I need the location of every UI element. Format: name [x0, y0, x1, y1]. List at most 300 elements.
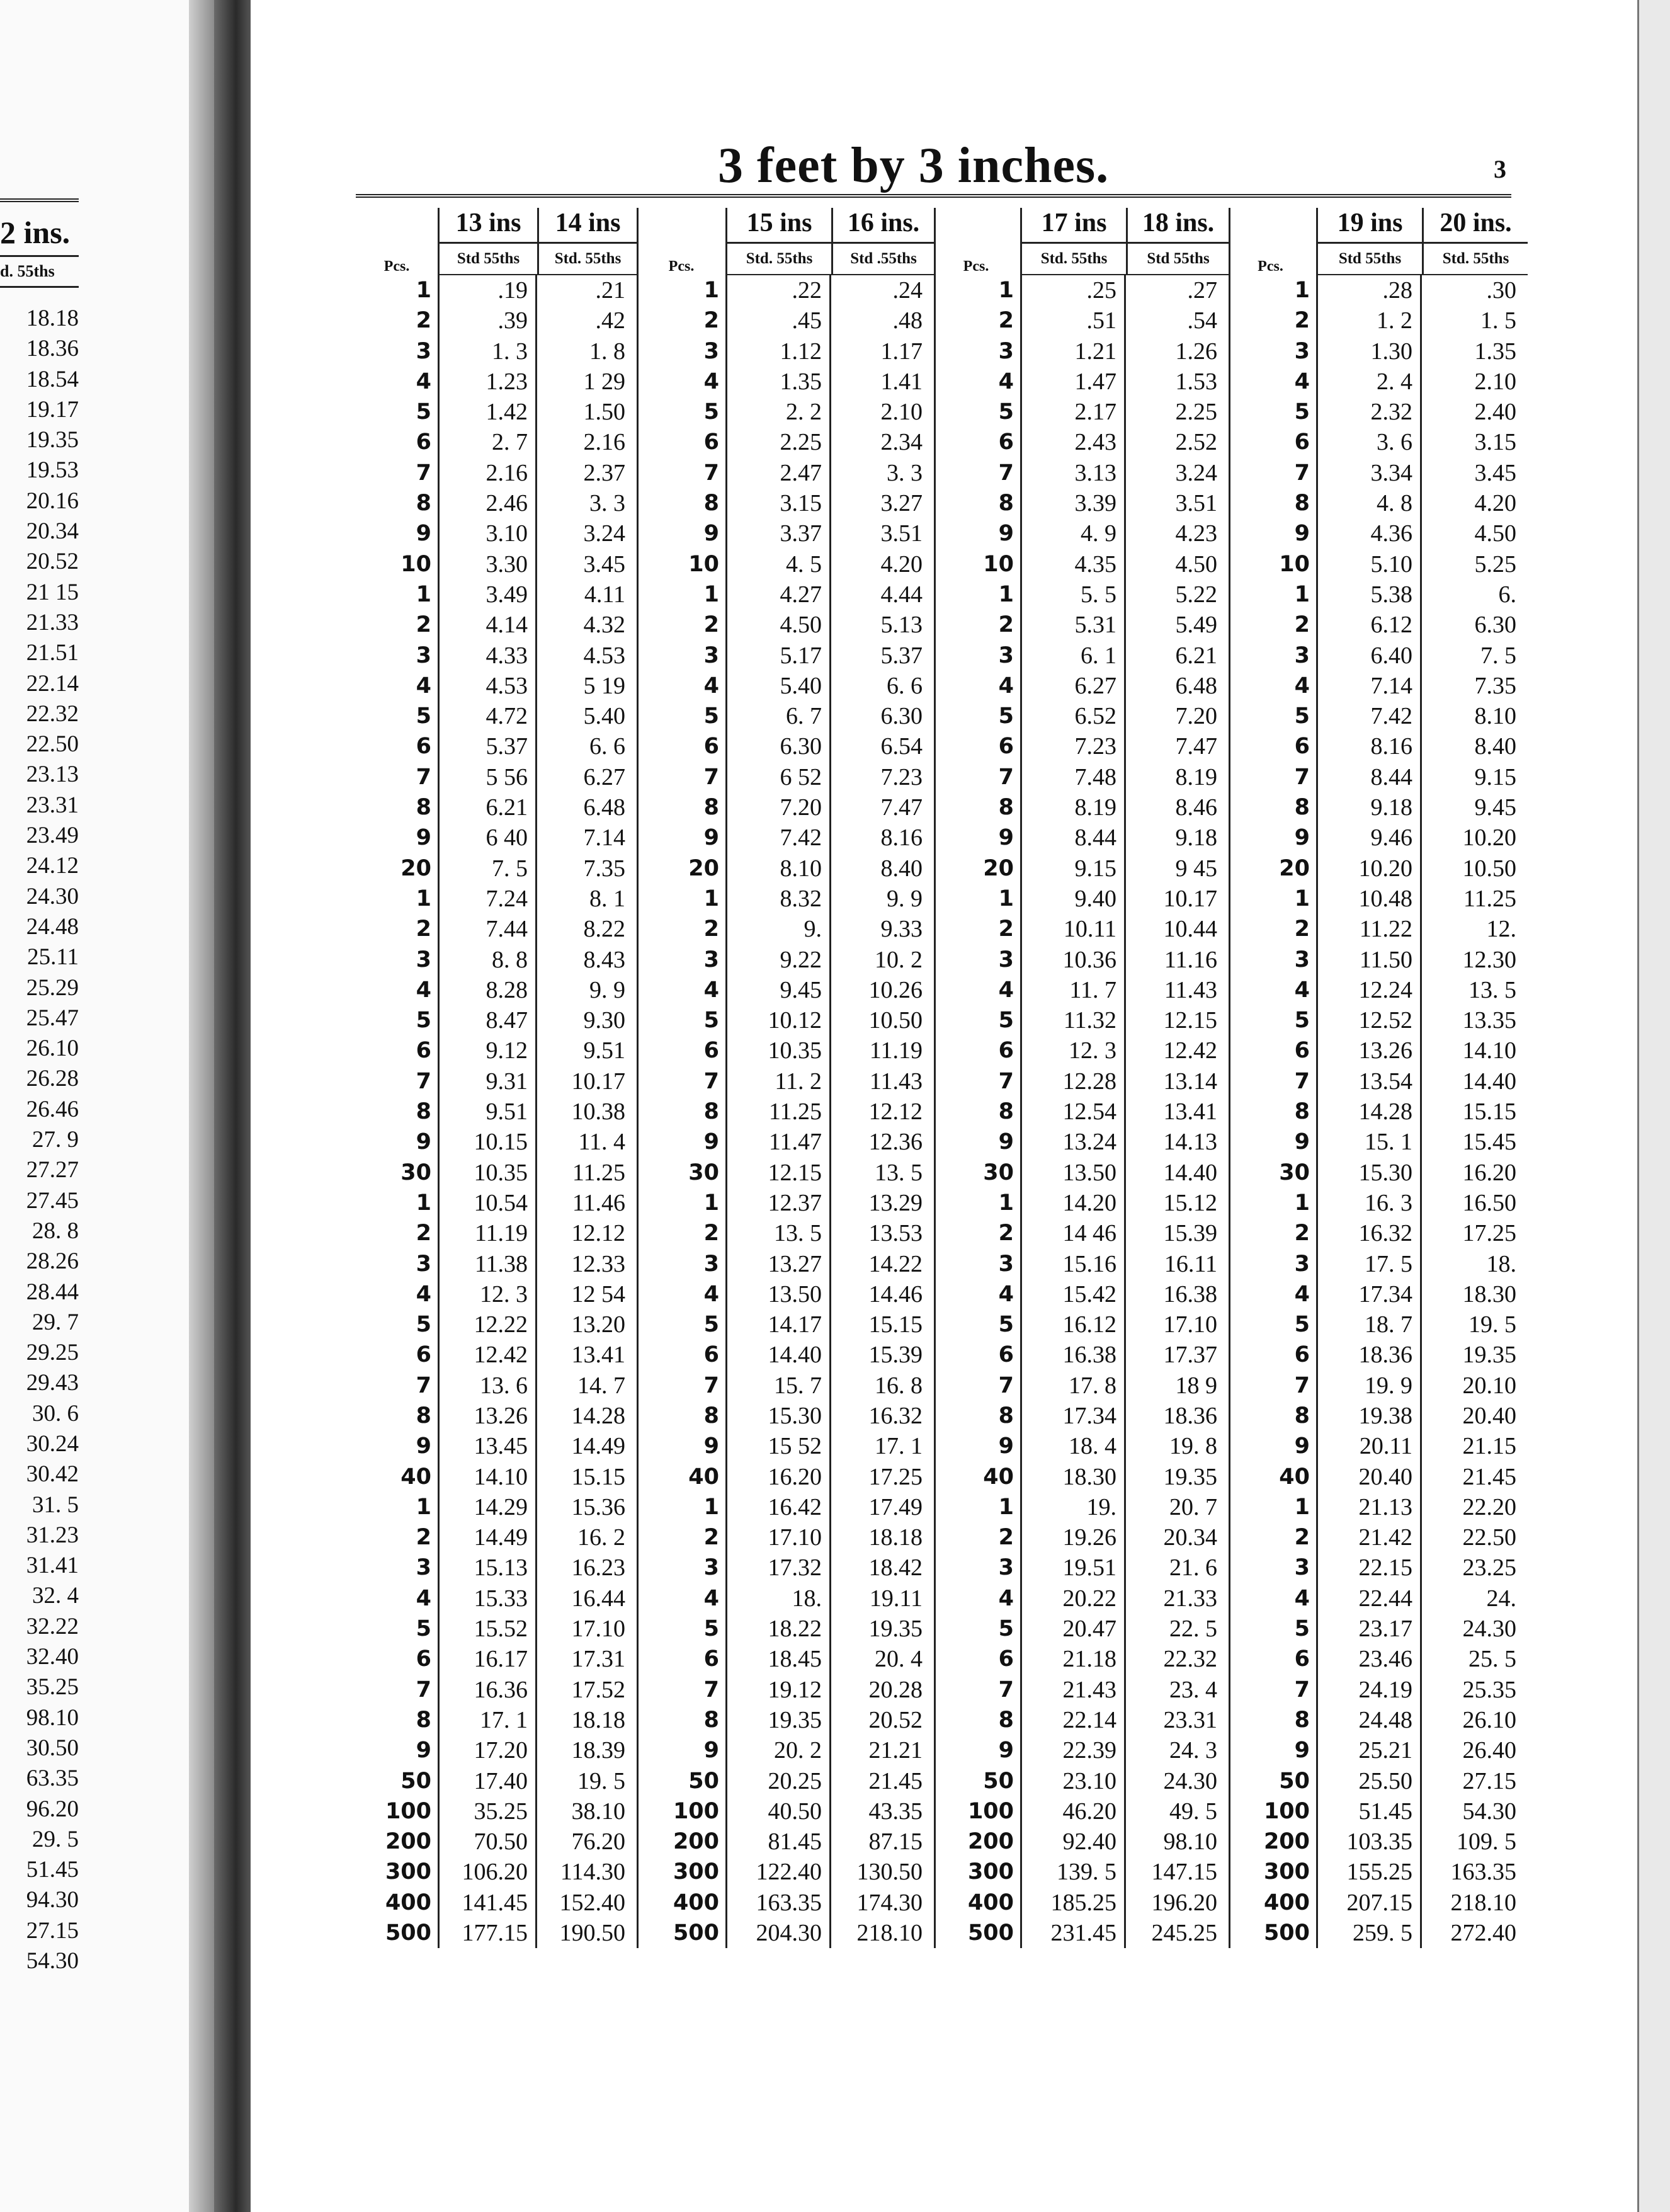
value-cell: 12.42	[1163, 1037, 1217, 1064]
pcs-label: Pcs.	[1258, 258, 1283, 275]
value-cell: 218.10	[856, 1920, 923, 1947]
value-cell: 24.	[1486, 1585, 1516, 1612]
value-cell: 10.17	[1163, 885, 1217, 912]
value-cell: 6 52	[780, 763, 822, 790]
previous-page-value: 22.14	[26, 670, 79, 697]
value-cell: 3.51	[880, 520, 923, 547]
value-cell: 16.38	[1163, 1280, 1217, 1308]
pcs-cell: 5	[1294, 1008, 1310, 1034]
pcs-cell: 2	[703, 612, 719, 638]
pcs-cell: 5	[703, 1616, 719, 1642]
value-cell: 3.24	[1175, 459, 1217, 486]
value-cell: 17.52	[571, 1676, 625, 1703]
value-cell: 18.30	[1462, 1280, 1516, 1308]
value-cell: 49. 5	[1169, 1798, 1217, 1825]
value-cell: 16. 2	[577, 1524, 625, 1551]
pcs-cell: 40	[688, 1464, 719, 1490]
value-cell: 10.17	[571, 1068, 625, 1095]
value-cell: 9.22	[780, 946, 822, 973]
previous-page-value: 24.12	[26, 853, 79, 879]
value-cell: 10.35	[474, 1159, 528, 1186]
value-cell: 5.37	[880, 642, 923, 669]
pcs-cell: 7	[416, 1372, 431, 1398]
previous-page-value: 31.23	[26, 1522, 79, 1548]
pcs-cell: 500	[1263, 1920, 1310, 1946]
value-cell: .27	[1187, 277, 1217, 304]
pcs-cell: 4	[998, 977, 1014, 1003]
value-cell: 9. 9	[589, 976, 625, 1003]
pcs-cell: 9	[998, 521, 1014, 547]
value-column	[1124, 275, 1225, 1948]
pcs-cell: 2	[703, 308, 719, 334]
pcs-cell: 3	[998, 338, 1014, 364]
page-gutter-shadow	[189, 0, 214, 2212]
value-cell: 3.15	[780, 490, 822, 517]
value-cell: 12. 3	[1069, 1037, 1116, 1064]
pcs-cell: 2	[1294, 308, 1310, 334]
value-cell: 16.38	[1062, 1342, 1116, 1369]
value-cell: 14.40	[768, 1342, 822, 1369]
pcs-cell: 200	[1263, 1829, 1310, 1855]
previous-page-value: 94.30	[26, 1887, 79, 1913]
value-cell: 1.26	[1175, 338, 1217, 365]
value-cell: 19.35	[768, 1706, 822, 1733]
pcs-cell: 6	[416, 1038, 431, 1064]
pcs-cell: 300	[673, 1859, 719, 1885]
value-cell: 13.45	[474, 1433, 528, 1460]
value-cell: 114.30	[560, 1859, 625, 1886]
value-cell: 8.16	[1370, 733, 1412, 760]
value-cell: 18. 4	[1069, 1433, 1116, 1460]
pcs-cell: 8	[416, 491, 431, 516]
column-subheader: Std. 55ths	[725, 242, 831, 275]
value-cell: 18.42	[868, 1554, 923, 1582]
value-cell: 17. 5	[1365, 1250, 1412, 1277]
value-cell: 20.11	[1359, 1433, 1412, 1460]
value-cell: 7.20	[780, 794, 822, 821]
value-cell: 1.12	[780, 338, 822, 365]
previous-page-value: 30.24	[26, 1430, 79, 1457]
value-cell: 17.10	[768, 1524, 822, 1551]
value-cell: 46.20	[1062, 1798, 1116, 1825]
value-cell: 15.33	[474, 1585, 528, 1612]
pcs-cell: 7	[1294, 1677, 1310, 1702]
previous-page-value: 31. 5	[32, 1491, 79, 1518]
value-cell: 7. 5	[492, 855, 528, 882]
column-subheader: Std 55ths	[1126, 242, 1229, 275]
value-cell: 1. 3	[492, 338, 528, 365]
value-cell: 16.20	[1462, 1159, 1516, 1186]
value-cell: .21	[595, 277, 625, 304]
pcs-cell: 4	[703, 977, 719, 1003]
value-cell: 11.43	[869, 1068, 923, 1095]
page-edge	[1637, 0, 1670, 2212]
pcs-cell: 2	[416, 308, 431, 334]
value-cell: 17.37	[1163, 1342, 1217, 1369]
value-cell: 14.49	[571, 1433, 625, 1460]
value-cell: 5.49	[1175, 612, 1217, 639]
pcs-cell: 3	[703, 1251, 719, 1277]
pcs-cell: 8	[1294, 1707, 1310, 1733]
value-cell: 3.45	[1474, 459, 1516, 486]
value-cell: 6.52	[1074, 703, 1116, 730]
value-cell: 7.47	[880, 794, 923, 821]
value-cell: 40.50	[768, 1798, 822, 1825]
value-cell: 196.20	[1151, 1889, 1217, 1916]
value-cell: 17.34	[1062, 1402, 1116, 1429]
pcs-cell: 2	[703, 916, 719, 942]
value-cell: 1.17	[880, 338, 923, 365]
pcs-cell: 7	[1294, 1068, 1310, 1094]
pcs-cell: 6	[703, 1342, 719, 1368]
value-cell: 147.15	[1151, 1859, 1217, 1886]
value-cell: 16. 3	[1365, 1189, 1412, 1216]
pcs-cell: 30	[1279, 1160, 1310, 1185]
value-cell: 70.50	[474, 1828, 528, 1856]
table-block	[1225, 208, 1528, 1948]
value-cell: 204.30	[756, 1920, 822, 1947]
value-cell: 218.10	[1450, 1889, 1516, 1916]
value-cell: 13.27	[768, 1250, 822, 1277]
value-cell: 22.32	[1163, 1646, 1217, 1673]
pcs-cell: 9	[998, 1434, 1014, 1459]
pcs-cell: 3	[998, 1555, 1014, 1581]
value-cell: 10.36	[1062, 946, 1116, 973]
pcs-cell: 8	[1294, 1403, 1310, 1428]
pcs-cell: 5	[1294, 399, 1310, 425]
pcs-cell: 1	[1294, 278, 1310, 303]
value-cell: 18.36	[1358, 1342, 1412, 1369]
value-cell: 11. 7	[1069, 976, 1116, 1003]
value-cell: 19. 5	[577, 1767, 625, 1794]
previous-page-value: 19.17	[26, 396, 79, 423]
value-column	[829, 275, 930, 1948]
pcs-cell: 9	[703, 1129, 719, 1155]
pcs-cell: 5	[703, 1312, 719, 1338]
value-cell: 22.39	[1062, 1737, 1116, 1764]
value-cell: 2.47	[780, 459, 822, 486]
column-subheader: Std. 55ths	[1422, 242, 1528, 275]
value-cell: 13.26	[1358, 1037, 1412, 1064]
value-cell: 23.46	[1358, 1646, 1412, 1673]
value-cell: 4.44	[880, 581, 923, 608]
value-cell: 2.10	[1474, 368, 1516, 395]
value-cell: 3.49	[486, 581, 528, 608]
previous-page-value: 21 15	[26, 579, 79, 605]
previous-page-value: 28. 8	[32, 1217, 79, 1244]
column-header: 13 ins	[438, 208, 537, 242]
value-cell: 15.15	[571, 1463, 625, 1490]
pcs-cell: 3	[416, 1251, 431, 1277]
table-block	[356, 208, 639, 1948]
value-cell: 174.30	[856, 1889, 923, 1916]
value-cell: 155.25	[1346, 1859, 1412, 1886]
pcs-cell: 3	[998, 1251, 1014, 1277]
value-cell: 8.19	[1175, 763, 1217, 790]
value-cell: 8.10	[1474, 703, 1516, 730]
value-cell: 5. 5	[1081, 581, 1116, 608]
pcs-cell: 8	[1294, 795, 1310, 821]
pcs-cell: 9	[1294, 1434, 1310, 1459]
previous-page-value: 27.15	[26, 1917, 79, 1944]
value-cell: 11.25	[1463, 885, 1516, 912]
pcs-cell: 7	[998, 1372, 1014, 1398]
pcs-cell: 2	[1294, 1221, 1310, 1246]
value-cell: 6.30	[780, 733, 822, 760]
value-cell: 14.49	[474, 1524, 528, 1551]
value-cell: 11.16	[1164, 946, 1217, 973]
value-cell: 1.47	[1074, 368, 1116, 395]
value-cell: 2.40	[1474, 399, 1516, 426]
value-cell: 2.16	[583, 429, 625, 456]
pcs-label: Pcs.	[383, 258, 410, 275]
value-cell: 17.34	[1358, 1280, 1412, 1308]
value-cell: 4.36	[1370, 520, 1412, 547]
pcs-cell: 9	[1294, 521, 1310, 547]
pcs-cell: 300	[1263, 1859, 1310, 1885]
pcs-cell: 9	[1294, 1738, 1310, 1764]
value-cell: 1.23	[486, 368, 528, 395]
pcs-cell: 3	[1294, 642, 1310, 668]
value-cell: 19.35	[1462, 1342, 1516, 1369]
value-cell: 8.40	[880, 855, 923, 882]
value-cell: 6.54	[880, 733, 923, 760]
pcs-cell: 8	[416, 795, 431, 821]
value-cell: 5.10	[1370, 550, 1412, 578]
value-cell: 4.50	[1474, 520, 1516, 547]
previous-page-value: 23.31	[26, 792, 79, 818]
pcs-cell: 2	[416, 1221, 431, 1246]
pcs-cell: 7	[998, 1068, 1014, 1094]
value-cell: 20.28	[868, 1676, 923, 1703]
pcs-cell: 9	[416, 1738, 431, 1764]
pcs-cell: 10	[983, 551, 1014, 577]
value-cell: 8.32	[780, 885, 822, 912]
value-cell: 20.34	[1163, 1524, 1217, 1551]
value-cell: .54	[1187, 307, 1217, 334]
pcs-cell: 200	[967, 1829, 1014, 1855]
pcs-cell: 5	[1294, 704, 1310, 729]
pcs-cell: 2	[998, 612, 1014, 638]
value-cell: 15.30	[768, 1402, 822, 1429]
value-cell: 16.20	[768, 1463, 822, 1490]
value-cell: 4.27	[780, 581, 822, 608]
pcs-cell: 4	[1294, 1281, 1310, 1307]
value-cell: 9.	[804, 916, 822, 943]
pcs-cell: 8	[703, 491, 719, 516]
pcs-cell: 9	[703, 521, 719, 547]
pcs-cell: 9	[416, 1434, 431, 1459]
value-cell: 14.28	[571, 1402, 625, 1429]
pcs-cell: 2	[998, 916, 1014, 942]
value-cell: 20.40	[1462, 1402, 1516, 1429]
value-cell: .48	[892, 307, 923, 334]
pcs-cell: 9	[998, 825, 1014, 851]
pcs-cell: 3	[416, 642, 431, 668]
value-cell: 38.10	[571, 1798, 625, 1825]
pcs-cell: 5	[416, 1008, 431, 1034]
pcs-cell: 4	[416, 673, 431, 698]
value-cell: 7.35	[1474, 672, 1516, 699]
value-cell: 10.54	[474, 1189, 528, 1216]
value-cell: 24.48	[1358, 1706, 1412, 1733]
value-cell: 14.13	[1163, 1129, 1217, 1156]
previous-page-value: 26.10	[26, 1035, 79, 1062]
pcs-cell: 1	[998, 581, 1014, 607]
pcs-cell: 8	[416, 1099, 431, 1125]
previous-page-value: 18.18	[26, 305, 79, 331]
value-cell: 4.50	[1175, 550, 1217, 578]
pcs-cell: 7	[998, 764, 1014, 790]
value-cell: 9.46	[1370, 824, 1412, 852]
value-cell: 7.35	[583, 855, 625, 882]
value-cell: 9.12	[486, 1037, 528, 1064]
pcs-cell: 2	[1294, 916, 1310, 942]
pcs-cell: 1	[416, 1494, 431, 1520]
pcs-cell: 3	[416, 1555, 431, 1581]
previous-page-value: 30.42	[26, 1461, 79, 1488]
value-cell: 17.20	[474, 1737, 528, 1764]
value-cell: 8.47	[486, 1007, 528, 1034]
value-cell: 20.10	[1462, 1372, 1516, 1399]
value-cell: 14.10	[1462, 1037, 1516, 1064]
pcs-cell: 40	[400, 1464, 431, 1490]
value-column	[535, 275, 633, 1948]
value-cell: 7.24	[486, 885, 528, 912]
pcs-cell: 1	[1294, 1494, 1310, 1520]
value-cell: 10.12	[768, 1007, 822, 1034]
value-cell: 12.15	[1163, 1007, 1217, 1034]
value-cell: 19. 5	[1468, 1311, 1516, 1338]
pcs-cell: 6	[1294, 430, 1310, 455]
value-cell: 17. 8	[1069, 1372, 1116, 1399]
value-cell: 16.11	[1164, 1250, 1217, 1277]
value-cell: 10.44	[1163, 916, 1217, 943]
pcs-cell: 8	[998, 491, 1014, 516]
pcs-cell: 500	[673, 1920, 719, 1946]
pcs-cell: 400	[1263, 1890, 1310, 1915]
pcs-cell: 8	[703, 795, 719, 821]
value-cell: 10.15	[474, 1129, 528, 1156]
pcs-cell: 20	[983, 855, 1014, 881]
value-cell: 27.15	[1462, 1767, 1516, 1794]
value-cell: 8. 1	[589, 885, 625, 912]
value-cell: .42	[595, 307, 625, 334]
pcs-cell: 8	[703, 1403, 719, 1428]
value-cell: 6.48	[583, 794, 625, 821]
value-cell: 3. 3	[589, 490, 625, 517]
previous-page-values	[0, 304, 79, 1976]
pcs-cell: 500	[385, 1920, 431, 1946]
value-cell: 16.17	[474, 1646, 528, 1673]
value-cell: 11.19	[474, 1220, 528, 1247]
pcs-cell: 4	[998, 368, 1014, 394]
value-cell: 22.14	[1062, 1706, 1116, 1733]
pcs-cell: 4	[416, 1281, 431, 1307]
value-cell: 14.40	[1163, 1159, 1217, 1186]
value-cell: 10.50	[1462, 855, 1516, 882]
value-cell: 23.10	[1062, 1767, 1116, 1794]
pcs-label: Pcs.	[963, 258, 989, 275]
pcs-cell: 4	[703, 1585, 719, 1611]
value-cell: 15.39	[1163, 1220, 1217, 1247]
pcs-cell: 4	[416, 368, 431, 394]
pcs-cell: 1	[998, 278, 1014, 303]
value-cell: 7.14	[1370, 672, 1412, 699]
value-cell: 11. 4	[578, 1129, 625, 1156]
value-cell: 177.15	[462, 1920, 528, 1947]
pcs-cell: 20	[1279, 855, 1310, 881]
column-header: 19 ins	[1316, 208, 1422, 242]
value-cell: 19.11	[869, 1585, 923, 1612]
pcs-cell: 7	[1294, 764, 1310, 790]
value-cell: 8.43	[583, 946, 625, 973]
value-cell: 11. 2	[775, 1068, 822, 1095]
value-cell: 4.20	[880, 550, 923, 578]
value-cell: 18.18	[571, 1706, 625, 1733]
value-column	[1316, 275, 1420, 1948]
value-cell: 11.50	[1359, 946, 1412, 973]
value-cell: 25. 5	[1468, 1646, 1516, 1673]
pcs-cell: 6	[998, 734, 1014, 760]
value-cell: 21. 6	[1169, 1554, 1217, 1582]
column-header: 16 ins.	[831, 208, 934, 242]
value-cell: 5.31	[1074, 612, 1116, 639]
value-cell: 7.42	[1370, 703, 1412, 730]
value-cell: 9.51	[583, 1037, 625, 1064]
pcs-cell: 9	[416, 825, 431, 851]
value-cell: 1. 2	[1377, 307, 1412, 334]
value-cell: 3. 3	[887, 459, 923, 486]
previous-page-value: 28.44	[26, 1279, 79, 1305]
pcs-cell: 7	[998, 1677, 1014, 1702]
value-cell: 20.22	[1062, 1585, 1116, 1612]
value-cell: 24.19	[1358, 1676, 1412, 1703]
pcs-cell: 40	[983, 1464, 1014, 1490]
pcs-cell: 2	[703, 1221, 719, 1246]
pcs-cell: 300	[385, 1859, 431, 1885]
value-cell: 21.18	[1062, 1646, 1116, 1673]
value-cell: 4. 5	[786, 550, 822, 578]
value-cell: 1.35	[780, 368, 822, 395]
column-subheader: Std 55ths	[1316, 242, 1422, 275]
value-cell: 22.44	[1358, 1585, 1412, 1612]
pcs-cell: 9	[416, 1129, 431, 1155]
pcs-cell: 1	[1294, 886, 1310, 911]
previous-page-value: 25.11	[27, 944, 79, 971]
value-cell: 16. 8	[875, 1372, 923, 1399]
value-cell: 1.21	[1074, 338, 1116, 365]
value-cell: 6. 6	[589, 733, 625, 760]
value-cell: 13. 5	[774, 1220, 822, 1247]
pcs-cell: 1	[1294, 1190, 1310, 1216]
value-cell: 92.40	[1062, 1828, 1116, 1856]
value-cell: 6. 1	[1081, 642, 1116, 669]
pcs-cell: 1	[1294, 581, 1310, 607]
value-cell: 18. 7	[1365, 1311, 1412, 1338]
value-cell: 9.31	[486, 1068, 528, 1095]
pcs-cell: 3	[416, 947, 431, 972]
value-cell: .22	[792, 277, 822, 304]
pcs-cell: 10	[1279, 551, 1310, 577]
pcs-cell: 8	[703, 1707, 719, 1733]
value-cell: 14.28	[1358, 1098, 1412, 1126]
value-cell: 7.47	[1175, 733, 1217, 760]
value-cell: 6.21	[486, 794, 528, 821]
value-cell: 16.50	[1462, 1189, 1516, 1216]
value-cell: 103.35	[1346, 1828, 1412, 1856]
value-cell: 4.33	[486, 642, 528, 669]
